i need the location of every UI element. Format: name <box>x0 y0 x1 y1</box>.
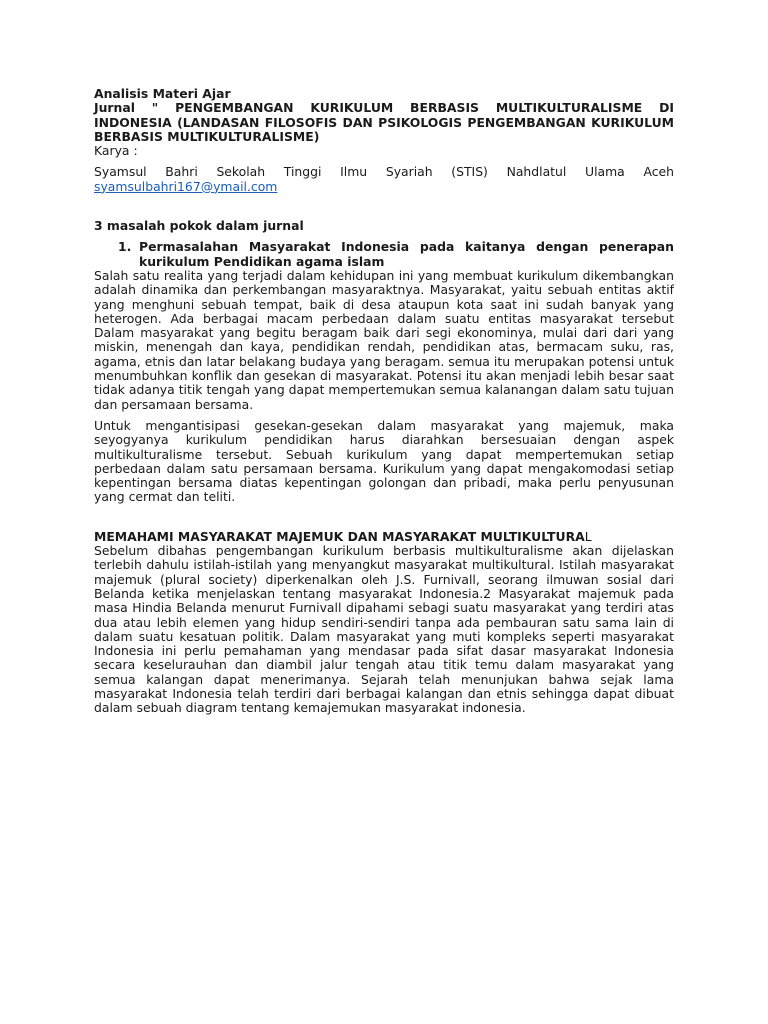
journal-title: Jurnal " PENGEMBANGAN KURIKULUM BERBASIS MULTIKULTURALISME DI INDONESIA (LANDASAN FILOSOFIS DAN PSIKOLOGIS PENGEMBANGAN KURIKULUM BERBASIS MULTIKULTURALISME) <box>94 100 674 144</box>
author-line: Syamsul Bahri Sekolah Tinggi Ilmu Syariah (STIS) Nahdlatul Ulama Aceh <box>94 164 674 180</box>
paragraph-2: Untuk mengantisipasi gesekan-gesekan dalam masyarakat yang majemuk, maka seyogyanya kurikulum pendidikan harus diarahkan bersesuaian dengan aspek multikulturalisme tersebut. Sebuah kurikulum yang dapat mempertemukan setiap perbedaan dalam satu persamaan bersama. Kurikulum yang dapat mengakomodasi setiap kepentingan bersama diatas kepentingan golongan dan pribadi, maka perlu penyusunan yang cermat dan teliti. <box>94 417 674 505</box>
karya-label: Karya : <box>94 143 138 159</box>
section-heading: 3 masalah pokok dalam jurnal <box>94 218 304 234</box>
document-title: Analisis Materi Ajar <box>94 86 231 101</box>
section-heading-2-bold: MEMAHAMI MASYARAKAT MAJEMUK DAN MASYARAKAT MULTIKULTURA <box>94 528 585 544</box>
author-email-link[interactable]: syamsulbahri167@ymail.com <box>94 178 278 194</box>
paragraph-3: Sebelum dibahas pengembangan kurikulum berbasis multikulturalisme akan dijelaskan terlebih dahulu istilah-istilah yang menyangkut masyarakat multikultural. Istilah masyarakat majemuk (plural society) diperkenalkan oleh J.S. Furnivall, seorang ilmuwan sosial dari Belanda ketika menjelaskan tentang masyarakat Indonesia.2 Masyarakat majemuk pada masa Hindia Belanda menurut Furnivall dipahami sebagi suatu masyarakat yang terdiri atas dua atau lebih elemen yang hidup sendiri-sendiri tanpa ada pembauran satu sama lain di dalam suatu kesatuan politik. Dalam masyarakat yang muti kompleks seperti masyarakat Indonesia ini perlu pemahaman yang mendasar pada sifat dasar masyarakat Indonesia secara keselurauhan dan diambil jalur tengah atau titik temu dalam masyarakat yang semua kalangan dapat menerimanya. Sejarah telah menunjukan bahwa sejak lama masyarakat Indonesia telah terdiri dari berbagai kalangan dan etnis sehingga dapat dibuat dalam sebuah diagram tentang kemajemukan masyarakat indonesia. <box>94 543 674 716</box>
list-item-number: 1. <box>118 239 132 255</box>
list-item <box>94 240 674 269</box>
list-item-text: Permasalahan Masyarakat Indonesia pada kaitanya dengan penerapan kurikulum Pendidikan agama islam <box>139 239 674 269</box>
section-heading-2 <box>94 530 674 544</box>
section-heading-2-tail: L <box>584 528 592 544</box>
document-body <box>94 87 674 716</box>
paragraph-1: Salah satu realita yang terjadi dalam kehidupan ini yang membuat kurikulum dikembangkan adalah dinamika dan perkembangan masyaraktnya. Masyarakat, yaitu sebuah entitas aktif yang menghuni sebuah tempat, baik di desa ataupun kota saat ini sudah banyak yang heterogen. Ada berbagai macam perbedaan dalam suatu entitas masyarakat tersebut Dalam masyarakat yang begitu beragam baik dari segi ekonominya, mulai dari dari yang miskin, menengah dan kaya, pendidikan rendah, pendidikan atas, bermacam suku, ras, agama, etnis dan latar belakang budaya yang beragam. semua itu merupakan potensi untuk menumbuhkan konflik dan gesekan di masyarakat. Potensi itu akan menjadi lebih besar saat tidak adanya titik tengah yang dapat mempertemukan semua kalanangan dalam satu tujuan dan persamaan bersama. <box>94 267 674 412</box>
